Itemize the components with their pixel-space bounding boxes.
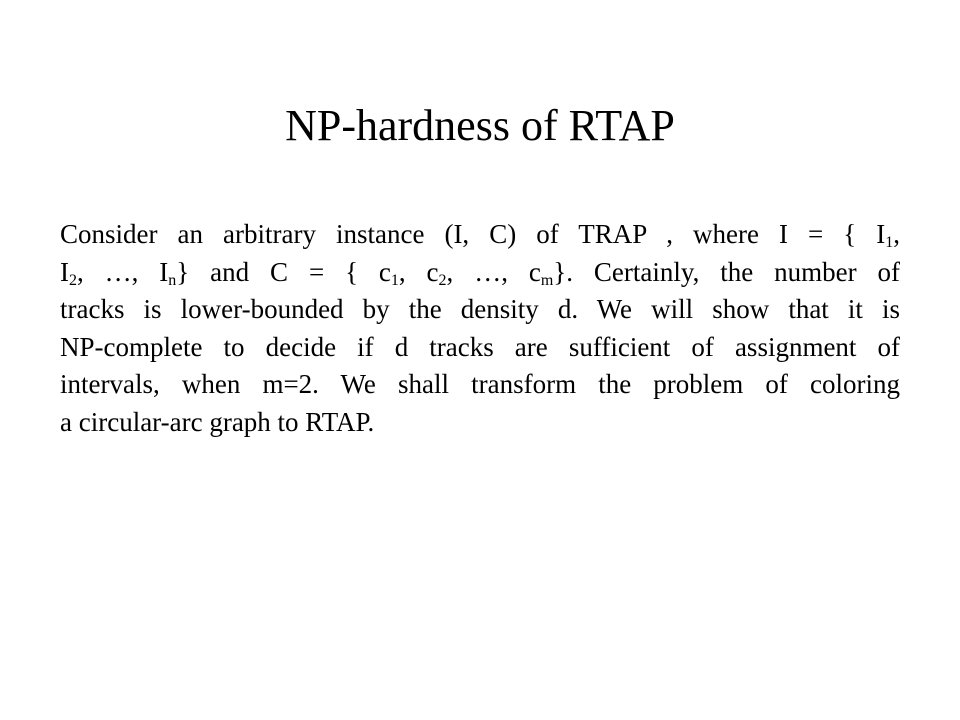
body-line-2-part-c: } and C = { c [176,256,391,287]
body-line-2-part-b: , …, I [77,256,169,287]
slide-body [60,216,900,441]
body-line-2-part-d: , c [398,256,439,287]
body-line-5: intervals, when m=2. We shall transform the problem of coloring [60,369,900,399]
body-line-1-end: , [893,219,900,249]
subscript-n: n [168,271,177,289]
slide-title: NP-hardness of RTAP [285,101,675,150]
subscript-c1: 1 [390,271,399,289]
body-line-2 [60,254,900,292]
body-line-2-part-f: }. Certainly, the number of [553,256,901,287]
subscript-c2: 2 [438,271,447,289]
body-line-3: tracks is lower-bounded by the density d. We will show that it is [60,294,900,324]
subscript-cm: m [540,271,554,289]
body-line-6: a circular-arc graph to RTAP. [60,406,375,437]
body-line-1-text: Consider an arbitrary instance (I, C) of TRAP , where I = { I [60,219,886,249]
body-line-1 [60,216,900,254]
subscript-2: 2 [69,271,77,289]
subscript-1: 1 [885,234,894,251]
body-line-2-part-e: , …, c [446,256,541,287]
body-line-2-part-a: I [60,256,69,287]
body-line-4: NP-complete to decide if d tracks are sufficient of assignment of [60,331,900,362]
